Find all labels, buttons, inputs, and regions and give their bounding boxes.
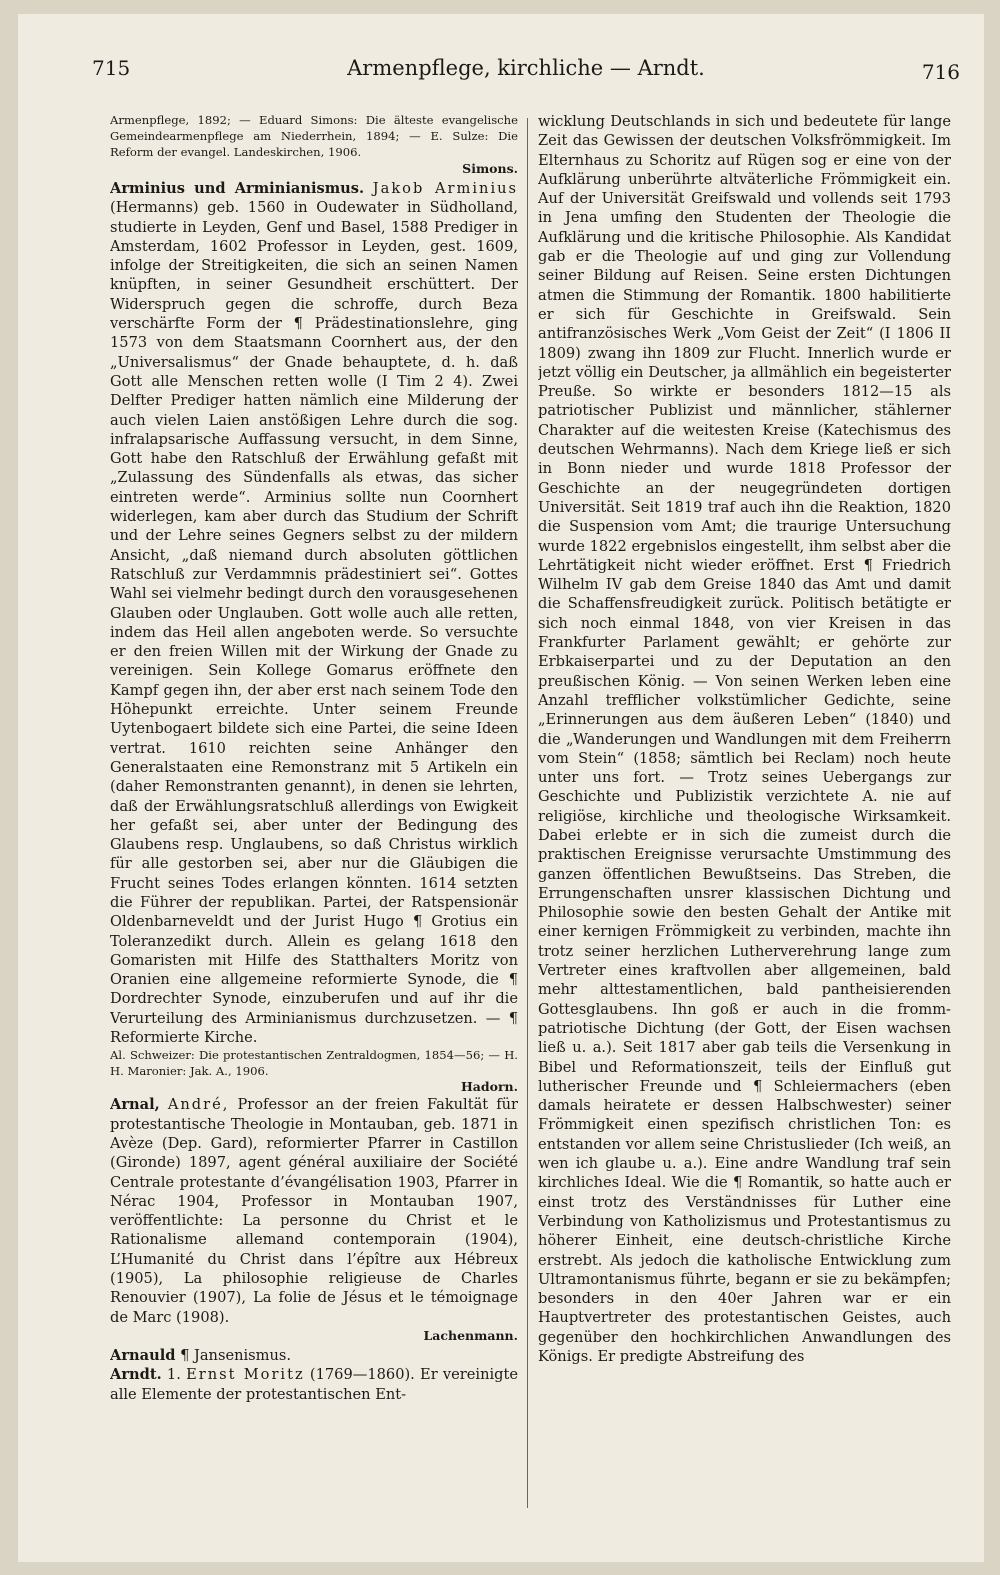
text-arnal: Professor an der freien Fakultät für protestantische Theologie in Montauban, geb. 1871 in Avèze (Dep. Gard), reformierter Pfarrer in Castillon (Gironde) 1897, agent général auxiliaire der Société Centrale protestante d’évangélisation 1903, Pfarrer in Nérac 1904, Professor in Montauban 1907, veröffentlichte: La personne du Christ et le Rationalisme allemand contemporain (1904), L’Humanité du Christ dans l’épître aux Hébreux (1905), La philosophie religieuse de Charles Renouvier (1907), La folie de Jésus et le témoignage de Marc (1908). xyxy=(110,1096,518,1326)
author-signature-lachenmann: Lachenmann. xyxy=(423,1327,518,1343)
literature-arminius xyxy=(110,1047,518,1095)
lemma-arminius: Arminius und Arminianismus. xyxy=(110,180,365,197)
text-arndt-start: (1769—1860). Er vereinigte alle Elemente der protestantischen Ent- xyxy=(110,1366,518,1403)
literature-arminius-text: Al. Schweizer: Die protestantischen Zentraldogmen, 1854—56; — H. H. Maronier: Jak. A., 1906. xyxy=(110,1048,518,1079)
lemma-arnauld: Arnauld xyxy=(110,1346,176,1364)
entry-arndt xyxy=(110,1365,518,1404)
name-arminius: Jakob Arminius xyxy=(372,180,518,197)
column-left xyxy=(110,112,518,1512)
text-arndt-continued: wicklung Deutschlands in sich und bedeutete für lange Zeit das Gewissen der deutschen Volksfrömmigkeit. Im Elternhaus zu Schoritz auf Rügen sog er eine von der Aufklärung unberührte altväterliche Frömmigkeit ein. Auf der Universität Greifswald und vollends seit 1793 in Jena umfing den Studenten der Theologie die Aufklärung und die kritische Philosophie. Als Kandidat gab er die Theologie auf und ging zur Vollendung seiner Bildung auf Reisen. Seine ersten Dichtungen atmen die Stimmung der Romantik. 1800 habilitierte er sich für Geschichte in Greifswald. Sein antifranzösisches Werk „Vom Geist der Zeit“ (I 1806 II 1809) zwang ihn 1809 zur Flucht. Innerlich wurde er jetzt völlig ein Deutscher, ja allmählich ein begeisterter Preuße. So wirkte er besonders 1812—15 als patriotischer Publizist und männlicher, stählerner Charakter auf die weitesten Kreise (Katechismus des deutschen Wehrmanns). Nach dem Kriege ließ er sich in Bonn nieder und wurde 1818 Professor der Geschichte an der neugegründeten dortigen Universität. Seit 1819 traf auch ihn die Reaktion, 1820 die Suspension vom Amt; die traurige Untersuchung wurde 1822 ergebnislos eingestellt, ihm selbst aber die Lehrtätigkeit nicht wieder eröffnet. Erst ¶ Friedrich Wilhelm IV gab dem Greise 1840 das Amt und damit die Schaffensfreudigkeit zurück. Politisch betätigte er sich noch einmal 1848, von vier Kreisen in das Frankfurter Parlament gewählt; er gehörte zur Erbkaiserpartei und zu der Deputation an den preußischen König. — Von seinen Werken leben eine Anzahl trefflicher volkstümlicher Gedichte, seine „Erinnerungen aus dem äußeren Leben“ (1840) und die „Wanderungen und Wandlungen mit dem Freiherrn vom Stein“ (1858; sämtlich bei Reclam) noch heute unter uns fort. — Trotz seines Uebergangs zur Geschichte und Publizistik verzichtete A. nie auf religiöse, kirchliche und theologische Wirksamkeit. Dabei erlebte er in sich die zumeist durch die praktischen Ereignisse verursachte Umstimmung des ganzen öffentlichen Bewußtseins. Das Streben, die Errungenschaften unsrer klassischen Dichtung und Philosophie sowie den besten Gehalt der Antike mit einer kernigen Frömmigkeit zu verbinden, machte ihn trotz seiner herzlichen Lutherverehrung lange zum Vertreter eines kraftvollen aber allgemeinen, bald mehr alttestamentlichen, bald pantheisierenden Gottesglaubens. Ihn goß er auch in die fromm-patriotische Dichtung (der Gott, der Eisen wachsen ließ u. a.). Seit 1817 aber gab teils die Versenkung in Bibel und Reformationszeit, teils der Einfluß gut lutherischer Freunde und ¶ Schleiermachers (eben damals heiratete er dessen Halbschwester) seiner Frömmigkeit einen spezifisch christlichen Ton: es entstanden vor allem seine Christuslieder (Ich weiß, an wen ich glaube u. a.). Eine andre Wandlung traf sein kirchliches Ideal. Wie die ¶ Romantik, so hatte auch er einst trotz des Verständnisses für Luther eine Verbindung von Katholizismus und Protestantismus zu höherer Einheit, eine deutsch-christliche Kirche erstrebt. Als jedoch die katholische Entwicklung zum Ultramontanismus führte, begann er sie zu bekämpfen; besonders in den 40er Jahren war er ein Hauptvertreter des protestantischen Geistes, auch gegenüber den hochkirchlichen Anwandlungen des Königs. Er predigte Abstreifung des xyxy=(538,113,951,1365)
name-arndt: Ernst Moritz xyxy=(186,1366,305,1384)
running-title: Armenpflege, kirchliche — Arndt. xyxy=(347,56,705,80)
entry-arminius xyxy=(110,179,518,1047)
running-header xyxy=(92,52,960,92)
page-number-right: 716 xyxy=(921,60,960,84)
author-signature-hadorn: Hadorn. xyxy=(460,1079,518,1095)
text-arminius: (Hermanns) geb. 1560 in Oudewater in Südholland, studierte in Leyden, Genf und Basel, 1588 Prediger in Amsterdam, 1602 Professor in Leyden, gest. 1609, infolge der Streitigkeiten, die sich an seinen Namen knüpften, in seiner Gesundheit erschüttert. Der Widerspruch gegen die schroffe, durch Beza verschärfte Form der ¶ Prädestinationslehre, ging 1573 von dem Staatsmann Coornhert aus, der den „Universalismus“ der Gnade behauptete, d. h. daß Gott alle Menschen retten wolle (I Tim 2 4). Zwei Delfter Prediger hatten nämlich eine Milderung der auch vielen Laien anstößigen Lehre durch die sog. infralapsarische Auffassung versucht, in dem Sinne, Gott habe den Ratschluß der Erwählung gefaßt mit „Zulassung des Sündenfalls als etwas, das sicher eintreten werde“. Arminius sollte nun Coornhert widerlegen, kam aber durch das Studium der Schrift und der Lehre seines Gegners selbst zu der mildern Ansicht, „daß niemand durch absoluten göttlichen Ratschluß zur Verdammnis prädestiniert sei“. Gottes Wahl sei vielmehr bedingt durch den vorausgesehenen Glauben oder Unglauben. Gott wolle auch alle retten, indem das Heil allen angeboten werde. So versuchte er den freien Willen mit der Wirkung der Gnade zu vereinigen. Sein Kollege Gomarus eröffnete den Kampf gegen ihn, der aber erst nach seinem Tode den Höhepunkt erreichte. Unter seinem Freunde Uytenbogaert bildete sich eine Partei, die seine Ideen vertrat. 1610 reichten seine Anhänger den Generalstaaten eine Remonstranz mit 5 Artikeln ein (daher Remonstranten genannt), in denen sie lehrten, daß der Erwählungsratschluß allerdings von Ewigkeit her gefaßt sei, aber unter der Bedingung des Glaubens resp. Unglaubens, so daß Christus wirklich für alle gestorben sei, aber nur die Gläubigen die Frucht seines Todes erlangen könnten. 1614 setzten die Führer der republikan. Partei, der Ratspensionär Oldenbarneveldt und der Jurist Hugo ¶ Grotius ein Toleranzedikt durch. Allein es gelang 1618 den Gomaristen mit Hilfe des Statthalters Moritz von Oranien eine allgemeine reformierte Synode, die ¶ Dordrechter Synode, einzuberufen und auf ihr die Verurteilung des Arminianismus durchzusetzen. — ¶ Reformierte Kirche. xyxy=(110,199,518,1047)
literature-simons: Armenpflege, 1892; — Eduard Simons: Die älteste evangelische Gemeindearmenpflege am Niederrhein, 1894; — E. Sulze: Die Reform der evangel. Landeskirchen, 1906. xyxy=(110,113,518,159)
column-right xyxy=(538,112,951,1512)
name-arnal: André, xyxy=(167,1096,230,1114)
entry-arnauld xyxy=(110,1346,518,1365)
lemma-arndt: Arndt. xyxy=(110,1366,162,1384)
page-number-left: 715 xyxy=(92,56,131,80)
lemma-arnal: Arnal, xyxy=(110,1096,160,1114)
entry-arnal xyxy=(110,1095,518,1327)
text-arnauld: ¶ Jansenismus. xyxy=(180,1346,291,1364)
author-signature-simons: Simons. xyxy=(462,161,518,176)
column-divider xyxy=(527,118,528,1508)
number-arndt: 1. xyxy=(166,1366,181,1384)
